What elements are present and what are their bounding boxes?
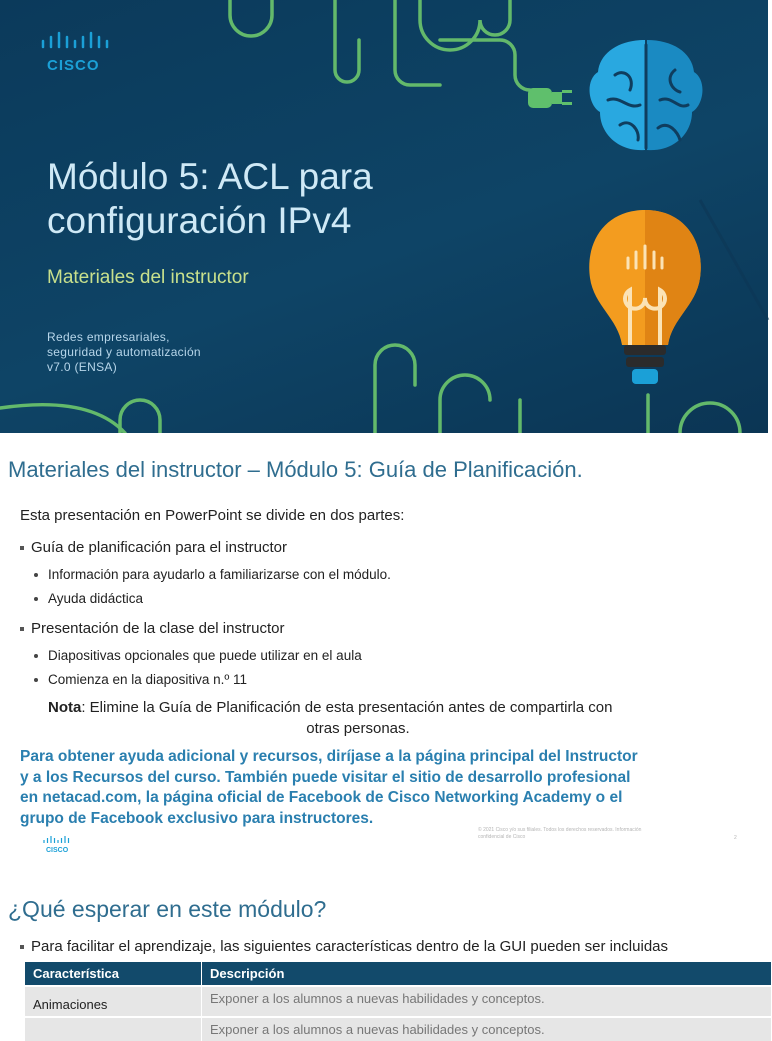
list-item-label: Para facilitar el aprendizaje, las siguientes características dentro de la GUI pueden ser incluidas bbox=[31, 938, 669, 955]
note bbox=[48, 697, 708, 739]
note-label: Nota bbox=[48, 699, 82, 716]
bullet-icon bbox=[34, 654, 38, 658]
slide-title: Módulo 5: ACL para configuración IPv4 bbox=[47, 156, 373, 241]
list-subitem bbox=[34, 591, 143, 606]
course-info bbox=[47, 330, 201, 375]
lightbulb-icon bbox=[589, 210, 701, 384]
footer-line: © 2021 Cisco y/o sus filiales. Todos los derechos reservados. Información bbox=[478, 827, 642, 833]
table-cell: Exponer a los alumnos a nuevas habilidades y conceptos. bbox=[202, 1017, 772, 1041]
footer-copyright bbox=[478, 827, 708, 841]
bullet-icon bbox=[34, 597, 38, 601]
bullet-icon bbox=[20, 546, 24, 550]
list-item-label: Guía de planificación para el instructor bbox=[31, 539, 287, 556]
list-subitem-label: Información para ayudarlo a familiarizarse con el módulo. bbox=[48, 567, 391, 582]
bullet-icon bbox=[34, 678, 38, 682]
list-subitem-label: Diapositivas opcionales que puede utilizar en el aula bbox=[48, 648, 362, 663]
features-table bbox=[25, 962, 772, 1041]
cisco-logo bbox=[40, 33, 110, 74]
list-subitem-label: Ayuda didáctica bbox=[48, 591, 144, 606]
list-item bbox=[20, 539, 287, 556]
brain-icon bbox=[590, 40, 703, 150]
cisco-wordmark: CISCO bbox=[47, 57, 100, 74]
help-text bbox=[20, 747, 710, 829]
bullet-icon bbox=[20, 627, 24, 631]
list-item-label: Presentación de la clase del instructor bbox=[31, 620, 285, 637]
bullet-icon bbox=[20, 945, 24, 949]
help-line: y a los Recursos del curso. También puede visitar el sitio de desarrollo profesional bbox=[20, 768, 631, 786]
list-subitem bbox=[34, 672, 247, 687]
course-line: seguridad y automatización bbox=[47, 345, 201, 359]
cisco-bars-icon bbox=[40, 33, 110, 51]
footer-line: confidencial de Cisco bbox=[478, 834, 526, 840]
module-expectations-slide bbox=[0, 863, 768, 1037]
page-number: 2 bbox=[734, 835, 737, 841]
table-cell: Exponer a los alumnos a nuevas habilidades y conceptos. bbox=[202, 986, 772, 1017]
table-cell bbox=[25, 1017, 202, 1041]
course-line: v7.0 (ENSA) bbox=[47, 360, 117, 374]
planning-guide-slide bbox=[0, 433, 768, 863]
list-subitem-label: Comienza en la diapositiva n.º 11 bbox=[48, 672, 248, 687]
table-header: Descripción bbox=[202, 962, 772, 986]
note-text: otras personas. bbox=[306, 720, 410, 737]
table-header: Característica bbox=[25, 962, 202, 986]
cisco-logo bbox=[43, 830, 71, 854]
slide-title: Materiales del instructor – Módulo 5: Guía de Planificación. bbox=[8, 457, 583, 482]
list-item bbox=[20, 938, 760, 955]
table-row bbox=[25, 986, 772, 1017]
list-item bbox=[20, 620, 284, 637]
list-subitem bbox=[34, 567, 391, 582]
note-text: : Elimine la Guía de Planificación de esta presentación antes de compartirla con bbox=[81, 699, 613, 716]
list-subitem bbox=[34, 648, 362, 663]
table-cell: Animaciones bbox=[25, 986, 202, 1017]
table-header-row bbox=[25, 962, 772, 986]
plug-icon bbox=[528, 88, 572, 108]
intro-text: Esta presentación en PowerPoint se divide en dos partes: bbox=[20, 507, 405, 524]
course-line: Redes empresariales, bbox=[47, 330, 170, 344]
cisco-wordmark: CISCO bbox=[46, 847, 69, 854]
slide-title: ¿Qué esperar en este módulo? bbox=[8, 896, 327, 922]
bullet-icon bbox=[34, 573, 38, 577]
cisco-bars-icon bbox=[43, 836, 71, 843]
title-slide bbox=[0, 0, 768, 433]
help-line: en netacad.com, la página oficial de Facebook de Cisco Networking Academy o el bbox=[20, 789, 623, 806]
help-line: grupo de Facebook exclusivo para instructores. bbox=[20, 809, 374, 827]
help-line: Para obtener ayuda adicional y recursos, diríjase a la página principal del Instructor bbox=[20, 748, 638, 765]
table-row bbox=[25, 1017, 772, 1041]
slide-subtitle: Materiales del instructor bbox=[47, 267, 249, 288]
